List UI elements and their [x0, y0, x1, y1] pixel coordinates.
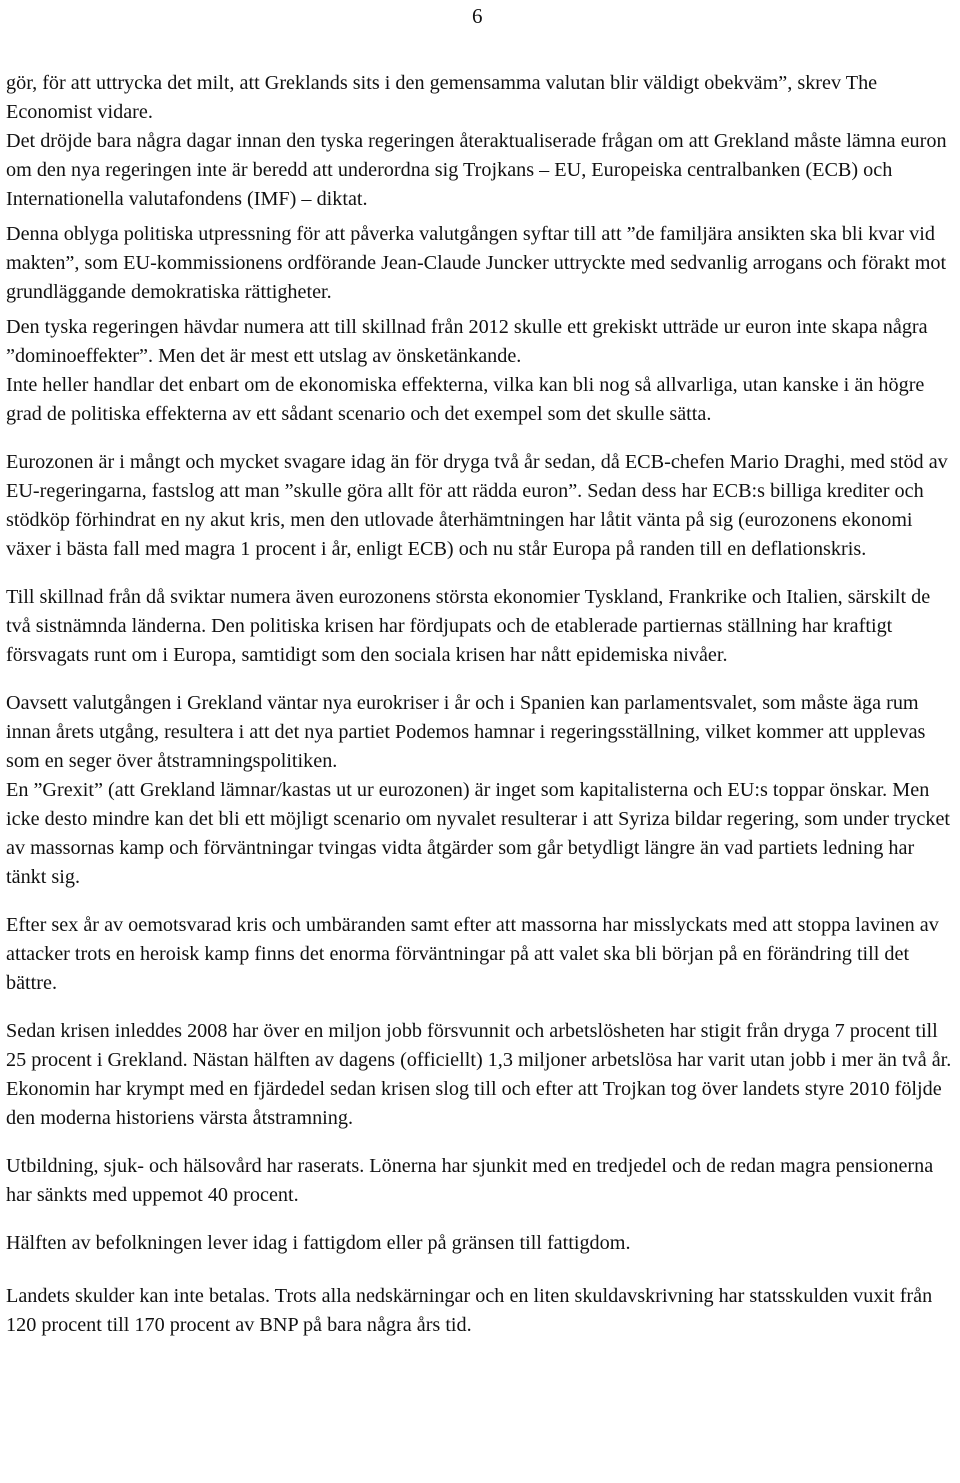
paragraph: gör, för att uttrycka det milt, att Greklands sits i den gemensamma valutan blir väldigt obekväm”, skrev The Economist vidare. — [6, 72, 878, 123]
document-body — [6, 69, 954, 1340]
paragraph: Eurozonen är i mångt och mycket svagare idag än för dryga två år sedan, då ECB-chefen Mario Draghi, med stöd av EU-regeringarna, fastslog att man ”skulle göra allt för att rädda euron”. Sedan dess har ECB:s billiga krediter och stödköp förhindrat en ny akut kris, men den utlovade återhämtningen har låtit vänta på sig (eurozonens ekonomi växer i bästa fall med magra 1 procent i år, enligt ECB) och nu står Europa på randen till en deflationskris. — [6, 451, 948, 560]
paragraph: Efter sex år av oemotsvarad kris och umbäranden samt efter att massorna har misslyckats med att stoppa lavinen av attacker trots en heroisk kamp finns det enorma förväntningar på att valet ska bli början på en förändring till det bättre. — [6, 914, 939, 994]
paragraph: Landets skulder kan inte betalas. Trots alla nedskärningar och en liten skuldavskrivning har statsskulden vuxit från 120 procent till 170 procent av BNP på bara några års tid. — [6, 1285, 933, 1336]
paragraph: Det dröjde bara några dagar innan den tyska regeringen återaktualiserade frågan om att Grekland måste lämna euron om den nya regeringen inte är beredd att underordna sig Trojkans – EU, Europeiska centralbanken (ECB) och Internationella valutafondens (IMF) – diktat. — [6, 130, 947, 210]
paragraph: Hälften av befolkningen lever idag i fattigdom eller på gränsen till fattigdom. — [6, 1232, 631, 1254]
paragraph: Inte heller handlar det enbart om de ekonomiska effekterna, vilka kan bli nog så allvarliga, utan kanske i än högre grad de politiska effekterna av ett sådant scenario och det exempel som det skulle sätta. — [6, 374, 925, 425]
paragraph: Utbildning, sjuk- och hälsovård har raserats. Lönerna har sjunkit med en tredjedel och de redan magra pensionerna har sänkts med uppemot 40 procent. — [6, 1155, 934, 1206]
paragraph: Oavsett valutgången i Grekland väntar nya eurokriser i år och i Spanien kan parlamentsvalet, som måste äga rum innan årets utgång, resultera i att det nya partiet Podemos hamnar i regeringsställning, vilket kommer att upplevas som en seger över åtstramningspolitiken. — [6, 692, 926, 772]
paragraph: Denna oblyga politiska utpressning för att påverka valutgången syftar till att ”de familjära ansikten ska bli kvar vid makten”, som EU-kommissionens ordförande Jean-Claude Juncker uttryckte med sedvanlig arrogans och förakt mot grundläggande demokratiska rättigheter. — [6, 223, 947, 303]
paragraph: Den tyska regeringen hävdar numera att till skillnad från 2012 skulle ett grekiskt utträde ur euron inte skapa några ”dominoeffekter”. Men det är mest ett utslag av önsketänkande. — [6, 316, 928, 367]
paragraph: Till skillnad från då sviktar numera även eurozonens största ekonomier Tyskland, Frankrike och Italien, särskilt de två sistnämnda länderna. Den politiska krisen har fördjupats och de etablerade partiernas ställning har kraftigt försvagats runt om i Europa, samtidigt som den sociala krisen har nått epidemiska nivåer. — [6, 586, 931, 666]
page-number: 6 — [472, 4, 483, 28]
paragraph: En ”Grexit” (att Grekland lämnar/kastas ut ur eurozonen) är inget som kapitalisterna och EU:s toppar önskar. Men icke desto mindre kan det bli ett möjligt scenario om nyvalet resulterar i att Syriza bildar regering, som under trycket av massornas kamp och förväntningar tvingas vidta åtgärder som går betydligt längre än vad partiets ledning har tänkt sig. — [6, 779, 951, 888]
paragraph: Sedan krisen inleddes 2008 har över en miljon jobb försvunnit och arbetslösheten har stigit från dryga 7 procent till 25 procent i Grekland. Nästan hälften av dagens (officiellt) 1,3 miljoner arbetslösa har varit utan jobb i mer än två år. Ekonomin har krympt med en fjärdedel sedan krisen slog till och efter att Trojkan tog över landets styre 2010 följde den moderna historiens värsta åtstramning. — [6, 1020, 952, 1129]
